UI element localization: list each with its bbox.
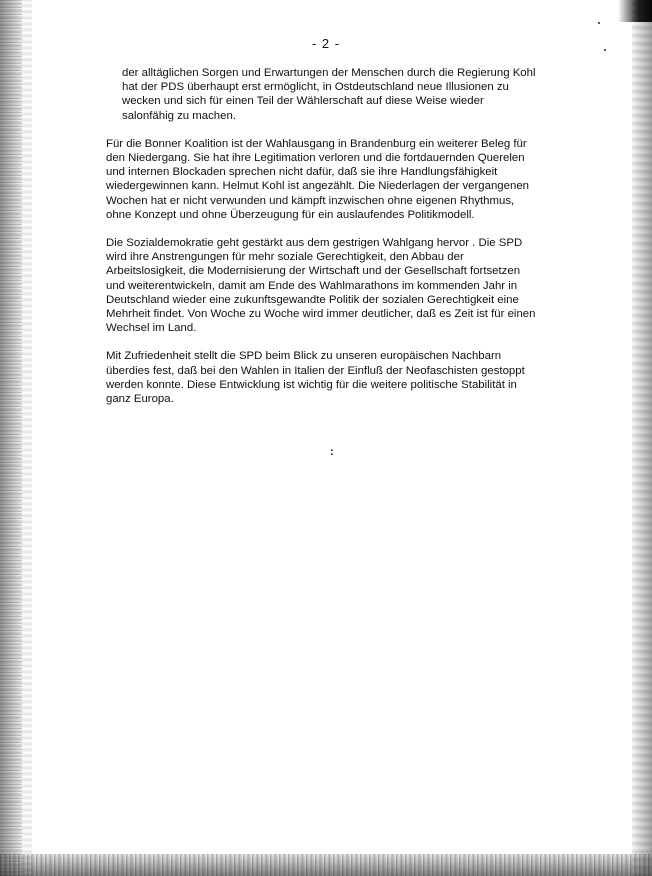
text-line: Wechsel im Land. [106, 322, 197, 335]
paragraph-4 [106, 349, 546, 406]
text-line: wiedergewinnen kann. Helmut Kohl ist angezählt. Die Niederlagen der vergangenen [106, 180, 529, 193]
scan-edge-bottom [0, 854, 652, 876]
text-line: Wochen hat er nicht verwunden und kämpft inzwischen ohne eigenen Rhythmus, [106, 194, 515, 207]
scan-edge-left-inner [22, 0, 32, 876]
text-line: Für die Bonner Koalition ist der Wahlausgang in Brandenburg ein weiterer Beleg für [106, 137, 527, 150]
document-body [106, 66, 546, 420]
text-line: überdies fest, daß bei den Wahlen in Italien der Einfluß der Neofaschisten gestoppt [106, 364, 525, 377]
text-line: ohne Konzept und ohne Überzeugung für ein auslaufendes Politikmodell. [106, 208, 475, 221]
text-line: Die Sozialdemokratie geht gestärkt aus dem gestrigen Wahlgang hervor . Die SPD [106, 237, 523, 250]
text-line: und internen Blockaden sprechen nicht dafür, daß sie ihre Handlungsfähigkeit [106, 166, 498, 179]
scan-edge-right [632, 0, 652, 876]
paragraph-1 [106, 66, 546, 123]
text-line: wird ihre Anstrengungen für mehr soziale Gerechtigkeit, den Abbau der [106, 251, 464, 264]
text-line: Arbeitslosigkeit, die Modernisierung der Wirtschaft und der Gesellschaft fortsetzen [106, 265, 521, 278]
text-line: und weiterentwickeln, damit am Ende des Wahlmarathons im kommenden Jahr in [106, 279, 518, 292]
scan-speck [598, 22, 600, 24]
end-mark: : [330, 446, 334, 458]
text-line: Deutschland wieder eine zukunftsgewandte Politik der sozialen Gerechtigkeit eine [106, 293, 519, 306]
paragraph-2 [106, 137, 546, 222]
text-line: Mit Zufriedenheit stellt die SPD beim Blick zu unseren europäischen Nachbarn [106, 350, 502, 363]
text-line: den Niedergang. Sie hat ihre Legitimation verloren und die fortdauernden Querelen [106, 152, 525, 165]
text-line: ganz Europa. [106, 393, 174, 406]
scan-corner-top-right [618, 0, 652, 22]
text-line: hat der PDS überhaupt erst ermöglicht, in Ostdeutschland neue Illusionen zu [122, 81, 509, 94]
page-number: - 2 - [311, 36, 341, 51]
text-line: Mehrheit findet. Von Woche zu Woche wird immer deutlicher, daß es Zeit ist für einen [106, 308, 536, 321]
text-line: der alltäglichen Sorgen und Erwartungen der Menschen durch die Regierung Kohl [122, 67, 536, 79]
text-line: salonfähig zu machen. [122, 109, 236, 122]
scan-edge-left [0, 0, 22, 876]
paragraph-3 [106, 236, 546, 335]
text-line: wecken und sich für einen Teil der Wählerschaft auf diese Weise wieder [122, 95, 484, 108]
text-line: werden konnte. Diese Entwicklung ist wichtig für die weitere politische Stabilität in [106, 378, 517, 391]
